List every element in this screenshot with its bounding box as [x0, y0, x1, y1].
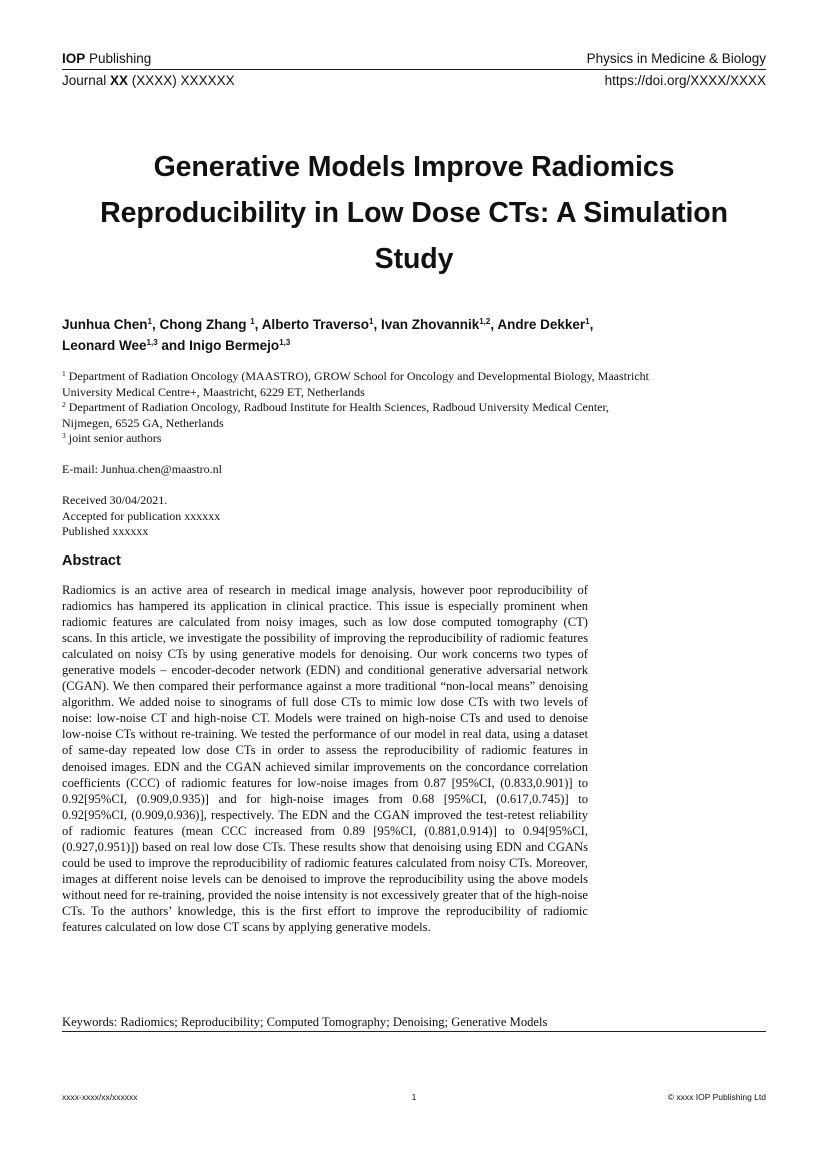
- author-name: Chong Zhang $^1$: [159, 317, 255, 332]
- author-list: Junhua Chen$^1$, Chong Zhang $^1$, Alberto Traverso$^1$, Ivan Zhovannik$^{1,2}$, Andre Dekker$^1$, Leonard Wee$^{1,3}$ and Inigo Bermejo$^{1,3}$: [62, 317, 594, 353]
- contact-email[interactable]: E-mail: Junhua.chen@maastro.nl: [62, 462, 223, 476]
- author-name: Ivan Zhovannik$^{1,2}$: [380, 317, 491, 332]
- abstract-body: Radiomics is an active area of research in medical image analysis, however poor reproducibility of radiomics has hampered its application in clinical practice. This issue is especially prominent when radiomic features are calculated from noisy images, such as low dose computed tomography (CT) scans. In this article, we investigate the possibility of improving the reproducibility of radiomic features calculated on noisy CTs by using generative models for denoising. Our work concerns two types of generative models – encoder-decoder network (EDN) and conditional generative adversarial network (CGAN). We then compared their performance against a more traditional “non-local means” denoising algorithm. We added noise to sinograms of full dose CTs to mimic low dose CTs with two levels of noise: low-noise CT and high-noise CT. Models were trained on high-noise CTs and used to denoise low-noise CTs without re-training. We tested the performance of our model in real data, using a dataset of same-day repeated low dose CTs in order to assess the reproducibility of radiomic features in denoised images. EDN and the CGAN achieved similar improvements on the concordance correlation coefficients (CCC) of radiomic features for low-noise images from 0.87 [95%CI, (0.833,0.901)] to 0.92[95%CI, (0.909,0.935)] and for high-noise images from 0.68 [95%CI, (0.617,0.745)] to 0.92[95%CI, (0.909,0.936)], respectively. The EDN and the CGAN improved the test-retest reliability of radiomic features (mean CCC increased from 0.89 [95%CI, (0.881,0.914)] to 0.94[95%CI, (0.927,0.951)]) based on real low dose CTs. These results show that denoising using EDN and CGANs could be used to improve the reproducibility of radiomic features calculated from noisy CTs. Moreover, images at different noise levels can be denoised to improve the reproducibility using the above models without need for re-training, provided the noise intensity is not excessively greater that of the high-noise CTs. To the authors’ knowledge, this is the first effort to improve the reproducibility of radiomic features calculated on low dose CT scans by applying generative models.: [62, 583, 588, 934]
- author-name: Alberto Traverso$^1$: [261, 317, 374, 332]
- author-name: Leonard Wee$^{1,3}$: [62, 338, 158, 353]
- accepted-date: Accepted for publication xxxxxx: [62, 508, 221, 523]
- affiliation-2: $^2$ Department of Radiation Oncology, Radboud Institute for Health Sciences, Radboud University Medical Center, Nijmegen, 6525 GA, Netherlands: [62, 400, 610, 430]
- page-number: 1: [411, 1092, 417, 1102]
- author-affiliation-mark: 1: [585, 317, 590, 326]
- author-name: Andre Dekker$^1$: [497, 317, 590, 332]
- author-affiliation-mark: 1: [147, 317, 152, 326]
- author-affiliation-mark: 1: [250, 317, 255, 326]
- author-affiliation-mark: 1,3: [146, 338, 158, 347]
- author-name: Junhua Chen$^1$: [62, 317, 152, 332]
- affiliation-1: $^1$ Department of Radiation Oncology (MAASTRO), GROW School for Oncology and Developmental Biology, Maastricht University Medical Centre+, Maastricht, 6229 ET, Netherlands: [62, 369, 649, 399]
- abstract-heading: Abstract: [62, 553, 121, 569]
- author-affiliation-mark: 1,2: [479, 317, 491, 326]
- publisher-label: IOP Publishing: [62, 51, 152, 66]
- author-affiliation-mark: 1,3: [279, 338, 291, 347]
- keywords-rule: [62, 1031, 766, 1032]
- paper-title: Generative Models Improve Radiomics Reproducibility in Low Dose CTs: A Simulation Study: [100, 151, 728, 275]
- doi-link[interactable]: https://doi.org/XXXX/XXXX: [604, 73, 766, 88]
- header-rule: [62, 69, 766, 70]
- keywords: Keywords: Radiomics; Reproducibility; Computed Tomography; Denoising; Generative Models: [62, 1015, 548, 1029]
- journal-name: Physics in Medicine & Biology: [586, 51, 766, 66]
- footer-code: xxxx-xxxx/xx/xxxxxx: [62, 1092, 138, 1102]
- published-date: Published xxxxxx: [62, 524, 149, 538]
- affiliation-3: $^3$ joint senior authors: [62, 431, 162, 445]
- received-date: Received 30/04/2021.: [62, 493, 168, 507]
- footer-copyright: © xxxx IOP Publishing Ltd: [667, 1092, 766, 1102]
- author-affiliation-mark: 1: [368, 317, 374, 326]
- author-name: Inigo Bermejo$^{1,3}$: [189, 338, 291, 353]
- journal-citation: Journal XX (XXXX) XXXXXX: [62, 73, 235, 88]
